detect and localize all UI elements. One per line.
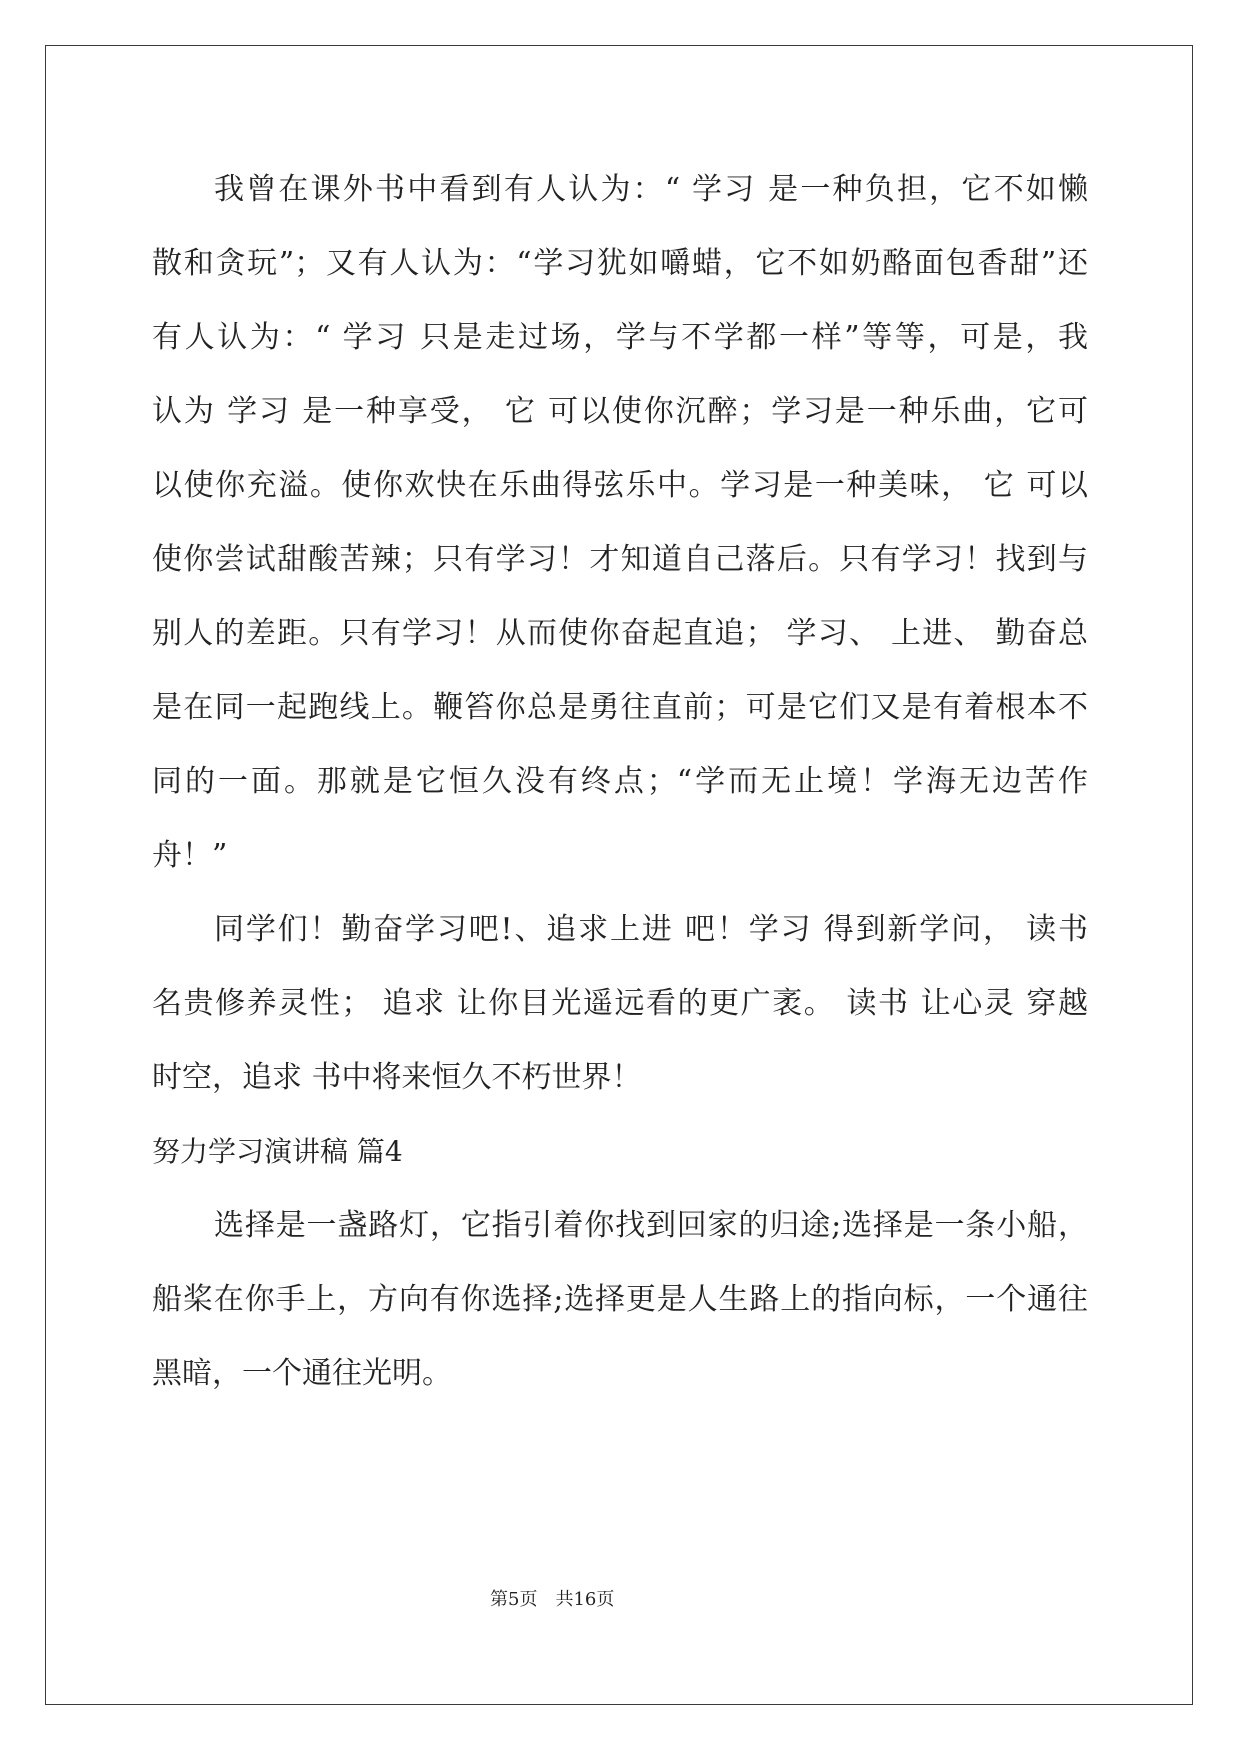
paragraph-2 — [152, 893, 1088, 1115]
paragraph-line: 有人认为：“ 学习 只是走过场，学与不学都一样”等等，可是，我 — [152, 320, 1088, 355]
page-footer — [490, 1586, 614, 1614]
document-body — [152, 153, 1088, 1411]
paragraph-line: 同的一面。那就是它恒久没有终点；“学而无止境！学海无边苦作 — [152, 764, 1088, 799]
paragraph-line: 我曾在课外书中看到有人认为：“ 学习 是一种负担，它不如懒 — [214, 172, 1088, 207]
paragraph-line: 船桨在你手上，方向有你选择;选择更是人生路上的指向标，一个通往 — [152, 1282, 1088, 1317]
section-heading: 努力学习演讲稿 篇4 — [152, 1135, 403, 1168]
paragraph-line: 名贵修养灵性； 追求 让你目光遥远看的更广袤。 读书 让心灵 穿越 — [152, 986, 1088, 1021]
page-total: 共16页 — [555, 1589, 615, 1610]
paragraph-line: 散和贪玩”；又有人认为：“学习犹如嚼蜡，它不如奶酪面包香甜”还 — [152, 246, 1088, 281]
paragraph-line: 认为 学习 是一种享受， 它 可以使你沉醉；学习是一种乐曲，它可 — [152, 394, 1088, 429]
paragraph-line: 时空，追求 书中将来恒久不朽世界！ — [152, 1060, 642, 1095]
paragraph-line: 以使你充溢。使你欢快在乐曲得弦乐中。学习是一种美味， 它 可以 — [152, 468, 1088, 503]
page-number: 第5页 — [490, 1589, 538, 1610]
paragraph-1 — [152, 153, 1088, 893]
paragraph-3 — [152, 1189, 1088, 1411]
paragraph-line: 同学们！勤奋学习吧!、追求上进 吧！学习 得到新学问， 读书 — [214, 912, 1088, 947]
paragraph-line: 是在同一起跑线上。鞭笞你总是勇往直前；可是它们又是有着根本不 — [152, 690, 1088, 725]
paragraph-line: 别人的差距。只有学习！从而使你奋起直追； 学习、 上进、 勤奋总 — [152, 616, 1088, 651]
paragraph-line: 使你尝试甜酸苦辣；只有学习！才知道自己落后。只有学习！找到与 — [152, 542, 1088, 577]
paragraph-line: 舟！” — [152, 838, 228, 873]
paragraph-line: 选择是一盏路灯，它指引着你找到回家的归途;选择是一条小船， — [214, 1208, 1088, 1243]
paragraph-line: 黑暗，一个通往光明。 — [152, 1356, 452, 1391]
